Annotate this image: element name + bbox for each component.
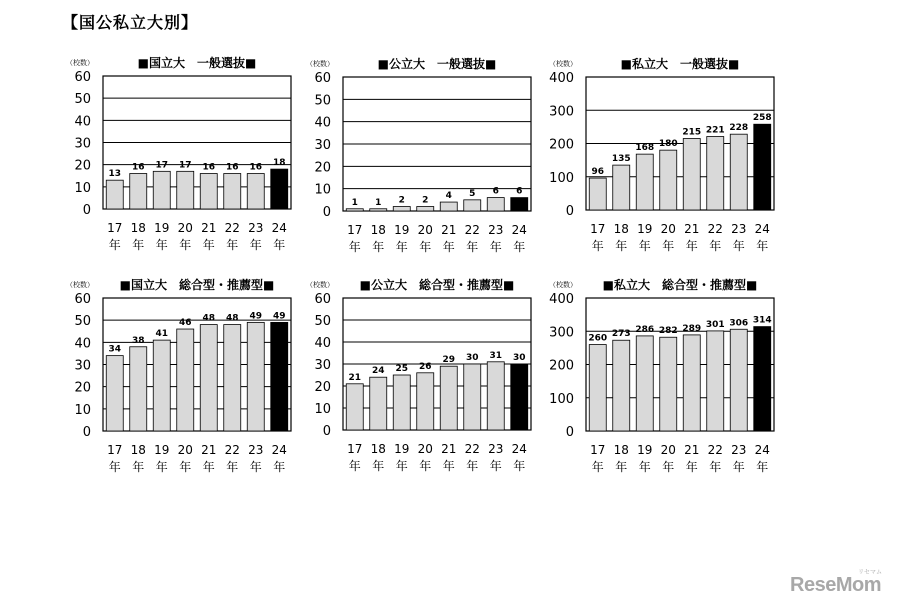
chart-3-value-label: 96 bbox=[591, 167, 605, 178]
chart-2-ytick-label: 40 bbox=[314, 115, 331, 131]
chart-2-xtick-label: 22 年 bbox=[464, 223, 480, 254]
chart-6-bar bbox=[636, 336, 653, 431]
chart-3-xtick-label: 23 年 bbox=[731, 222, 747, 253]
chart-2-xtick-label: 19 年 bbox=[394, 223, 410, 254]
chart-5-ytick-label: 0 bbox=[322, 424, 331, 439]
chart-6-bar bbox=[754, 327, 771, 431]
chart-3-xtick-label: 17 年 bbox=[590, 222, 606, 253]
chart-6-xtick-label: 24 年 bbox=[754, 443, 770, 474]
chart-4-value-label: 38 bbox=[131, 335, 145, 346]
chart-6-value-label: 282 bbox=[658, 326, 678, 337]
chart-5-xtick-label: 19 年 bbox=[394, 442, 410, 473]
chart-4-ytick-label: 10 bbox=[74, 402, 91, 418]
chart-2-value-label: 6 bbox=[516, 186, 523, 197]
chart-2-ytick-label: 20 bbox=[314, 160, 331, 176]
chart-6-title: ■私立大 総合型・推薦型■ bbox=[602, 278, 758, 292]
chart-1-unit-label: （校数） bbox=[66, 59, 94, 67]
chart-1-bar bbox=[106, 180, 123, 209]
chart-6-xtick-label: 23 年 bbox=[731, 443, 747, 474]
chart-5-ytick-label: 10 bbox=[314, 402, 331, 417]
chart-2-xtick-label: 17 年 bbox=[347, 223, 363, 254]
chart-1-ytick-label: 60 bbox=[74, 70, 91, 85]
chart-2-bar bbox=[487, 198, 504, 211]
chart-1-bar bbox=[200, 174, 217, 209]
chart-4-xtick-label: 20 年 bbox=[177, 443, 193, 474]
chart-4-value-label: 41 bbox=[155, 329, 169, 340]
chart-4-bar bbox=[130, 347, 147, 431]
chart-3-ytick-label: 0 bbox=[565, 204, 574, 219]
chart-5-ytick-label: 30 bbox=[314, 358, 331, 373]
chart-6-value-label: 289 bbox=[682, 323, 702, 334]
chart-1-bar bbox=[130, 174, 147, 209]
chart-3-bar bbox=[636, 154, 653, 210]
chart-1-xtick-label: 18 年 bbox=[130, 221, 146, 252]
chart-3-value-label: 221 bbox=[705, 125, 725, 136]
chart-4-value-label: 46 bbox=[178, 318, 192, 329]
chart-3-bar bbox=[613, 165, 630, 210]
chart-2-ytick-label: 60 bbox=[314, 71, 331, 86]
chart-4-bar bbox=[224, 325, 241, 431]
chart-5-ytick-label: 50 bbox=[314, 314, 331, 329]
page-title: 【国公私立大別】 bbox=[62, 13, 199, 32]
chart-3-xtick-label: 19 年 bbox=[637, 222, 653, 253]
chart-1-bar bbox=[177, 171, 194, 209]
chart-3-bar bbox=[730, 134, 747, 210]
chart-1-ytick-label: 10 bbox=[74, 180, 91, 196]
chart-6-value-label: 314 bbox=[752, 315, 772, 326]
chart-6-value-label: 286 bbox=[635, 324, 655, 335]
chart-3-value-label: 258 bbox=[752, 113, 772, 124]
chart-4-bar bbox=[271, 322, 288, 431]
chart-3-ytick-label: 400 bbox=[549, 71, 574, 86]
chart-3-bar bbox=[683, 139, 700, 210]
chart-3-value-label: 135 bbox=[611, 154, 631, 165]
chart-1-xtick-label: 20 年 bbox=[177, 221, 193, 252]
chart-5-ytick-label: 40 bbox=[314, 336, 331, 351]
chart-6-bar bbox=[660, 337, 677, 431]
chart-5-xtick-label: 23 年 bbox=[488, 442, 504, 473]
chart-2-ytick-label: 50 bbox=[314, 93, 331, 109]
chart-4-xtick-label: 24 年 bbox=[271, 443, 287, 474]
chart-1-value-label: 17 bbox=[155, 160, 169, 171]
chart-5-value-label: 21 bbox=[348, 372, 362, 383]
chart-4-unit-label: （校数） bbox=[66, 281, 94, 289]
chart-3-ytick-label: 100 bbox=[549, 170, 574, 186]
chart-4-value-label: 48 bbox=[225, 313, 239, 324]
chart-4-xtick-label: 18 年 bbox=[130, 443, 146, 474]
chart-2-xtick-label: 20 年 bbox=[417, 223, 433, 254]
chart-4-bar bbox=[177, 329, 194, 431]
chart-2-value-label: 6 bbox=[492, 186, 499, 197]
chart-2-ytick-label: 0 bbox=[322, 205, 331, 220]
chart-5-ytick-label: 20 bbox=[314, 380, 331, 395]
chart-1-xtick-label: 23 年 bbox=[248, 221, 264, 252]
chart-2-xtick-label: 24 年 bbox=[511, 223, 527, 254]
chart-1-value-label: 16 bbox=[202, 162, 216, 173]
chart-2-ytick-label: 30 bbox=[314, 138, 331, 153]
chart-5-value-label: 25 bbox=[395, 364, 409, 374]
chart-5-bar bbox=[464, 364, 481, 430]
chart-4-bar bbox=[106, 356, 123, 431]
chart-6-unit-label: （校数） bbox=[549, 281, 577, 289]
chart-6-value-label: 306 bbox=[729, 318, 749, 329]
chart-4-value-label: 48 bbox=[202, 313, 216, 324]
chart-5-bar bbox=[511, 364, 528, 430]
chart-5-bar bbox=[346, 384, 363, 430]
chart-6-bar bbox=[613, 340, 630, 431]
chart-2-value-label: 4 bbox=[445, 191, 452, 202]
chart-6-xtick-label: 22 年 bbox=[707, 443, 723, 474]
chart-6-xtick-label: 19 年 bbox=[637, 443, 653, 474]
chart-2-bar bbox=[464, 200, 481, 211]
chart-2-value-label: 1 bbox=[375, 197, 382, 208]
chart-1-bar bbox=[271, 169, 288, 209]
chart-6-bar bbox=[683, 335, 700, 431]
chart-3-xtick-label: 22 年 bbox=[707, 222, 723, 253]
chart-5-bar bbox=[370, 377, 387, 430]
chart-6-bar bbox=[707, 331, 724, 431]
chart-2-bar bbox=[440, 202, 457, 211]
chart-1-xtick-label: 17 年 bbox=[107, 221, 123, 252]
chart-6-ytick-label: 0 bbox=[565, 425, 574, 440]
chart-4-title: ■国立大 総合型・推薦型■ bbox=[119, 278, 275, 292]
chart-1-bar bbox=[153, 171, 170, 209]
chart-4-value-label: 34 bbox=[108, 344, 122, 355]
chart-4-bar bbox=[247, 322, 264, 431]
chart-3-ytick-label: 300 bbox=[549, 104, 574, 120]
chart-5-bar bbox=[440, 366, 457, 430]
chart-1-ytick-label: 0 bbox=[82, 203, 91, 218]
chart-3-value-label: 168 bbox=[635, 143, 655, 154]
chart-6-xtick-label: 18 年 bbox=[613, 443, 629, 474]
chart-5-value-label: 30 bbox=[512, 353, 526, 363]
chart-2-value-label: 1 bbox=[351, 197, 358, 208]
chart-2-value-label: 2 bbox=[422, 195, 429, 206]
chart-4-bar bbox=[153, 340, 170, 431]
chart-5-value-label: 30 bbox=[465, 353, 479, 363]
chart-1-bar bbox=[224, 174, 241, 209]
chart-4-ytick-label: 30 bbox=[74, 358, 91, 374]
chart-3-title: ■私立大 一般選抜■ bbox=[620, 57, 740, 71]
chart-1-ytick-label: 30 bbox=[74, 136, 91, 152]
chart-3-value-label: 228 bbox=[729, 123, 749, 134]
chart-5-xtick-label: 17 年 bbox=[347, 442, 363, 473]
chart-4-ytick-label: 40 bbox=[74, 336, 91, 352]
chart-5-xtick-label: 24 年 bbox=[511, 442, 527, 473]
chart-1-value-label: 16 bbox=[249, 162, 263, 173]
chart-6-xtick-label: 21 年 bbox=[684, 443, 700, 474]
chart-3-xtick-label: 18 年 bbox=[613, 222, 629, 253]
chart-6-bar bbox=[589, 345, 606, 431]
chart-2-bar bbox=[417, 207, 434, 211]
chart-1-value-label: 18 bbox=[272, 158, 286, 169]
chart-4-ytick-label: 50 bbox=[74, 314, 91, 330]
chart-2-xtick-label: 18 年 bbox=[370, 223, 386, 254]
chart-1-ytick-label: 40 bbox=[74, 114, 91, 130]
chart-4-ytick-label: 20 bbox=[74, 380, 91, 396]
chart-6-ytick-label: 400 bbox=[549, 292, 574, 307]
chart-6-ytick-label: 100 bbox=[549, 391, 574, 407]
chart-3-value-label: 215 bbox=[682, 127, 702, 138]
chart-2-bar bbox=[346, 209, 363, 211]
chart-6-ytick-label: 300 bbox=[549, 325, 574, 341]
chart-1-xtick-label: 24 年 bbox=[271, 221, 287, 252]
chart-2-bar bbox=[370, 209, 387, 211]
chart-5-ytick-label: 60 bbox=[314, 292, 331, 307]
chart-5-bar bbox=[417, 373, 434, 430]
chart-6-xtick-label: 17 年 bbox=[590, 443, 606, 474]
chart-6-bar bbox=[730, 329, 747, 431]
chart-6-value-label: 260 bbox=[588, 333, 608, 344]
chart-4-value-label: 49 bbox=[272, 311, 286, 322]
chart-1-value-label: 16 bbox=[131, 162, 145, 173]
chart-1-value-label: 16 bbox=[225, 162, 239, 173]
chart-5-bar bbox=[487, 362, 504, 430]
chart-4-xtick-label: 22 年 bbox=[224, 443, 240, 474]
chart-5-bar bbox=[393, 375, 410, 430]
chart-5-value-label: 31 bbox=[489, 350, 503, 361]
chart-3-xtick-label: 20 年 bbox=[660, 222, 676, 253]
chart-5-unit-label: （校数） bbox=[306, 281, 334, 289]
chart-1-xtick-label: 19 年 bbox=[154, 221, 170, 252]
chart-2-bar bbox=[511, 198, 528, 211]
resemom-logo: ReseMom bbox=[790, 574, 881, 596]
chart-6-xtick-label: 20 年 bbox=[660, 443, 676, 474]
chart-2-value-label: 5 bbox=[469, 188, 476, 199]
chart-2-xtick-label: 21 年 bbox=[441, 223, 457, 254]
chart-1-bar bbox=[247, 174, 264, 209]
chart-5-value-label: 29 bbox=[442, 355, 456, 366]
chart-2-title: ■公立大 一般選抜■ bbox=[377, 57, 497, 71]
chart-1-ytick-label: 50 bbox=[74, 92, 91, 108]
chart-4-value-label: 49 bbox=[249, 311, 263, 322]
chart-5-value-label: 24 bbox=[371, 366, 385, 377]
chart-5-value-label: 26 bbox=[418, 361, 432, 372]
chart-4-xtick-label: 21 年 bbox=[201, 443, 217, 474]
chart-2-value-label: 2 bbox=[398, 195, 405, 206]
chart-1-xtick-label: 21 年 bbox=[201, 221, 217, 252]
chart-1-xtick-label: 22 年 bbox=[224, 221, 240, 252]
chart-2-xtick-label: 23 年 bbox=[488, 223, 504, 254]
chart-3-bar bbox=[754, 124, 771, 210]
chart-6-value-label: 301 bbox=[705, 319, 725, 330]
chart-3-bar bbox=[707, 137, 724, 210]
chart-5-title: ■公立大 総合型・推薦型■ bbox=[359, 278, 515, 292]
chart-2-unit-label: （校数） bbox=[306, 60, 334, 68]
resemom-logo-sub: リセマム bbox=[858, 569, 882, 576]
chart-6-value-label: 273 bbox=[611, 329, 631, 340]
chart-4-xtick-label: 19 年 bbox=[154, 443, 170, 474]
chart-3-bar bbox=[660, 150, 677, 210]
chart-1-value-label: 17 bbox=[178, 160, 192, 171]
chart-4-ytick-label: 0 bbox=[82, 425, 91, 440]
chart-5-xtick-label: 21 年 bbox=[441, 442, 457, 473]
chart-1-value-label: 13 bbox=[108, 169, 122, 180]
chart-1-ytick-label: 20 bbox=[74, 158, 91, 174]
chart-4-bar bbox=[200, 325, 217, 431]
chart-4-ytick-label: 60 bbox=[74, 292, 91, 307]
chart-3-bar bbox=[589, 178, 606, 210]
chart-3-xtick-label: 24 年 bbox=[754, 222, 770, 253]
chart-5-xtick-label: 20 年 bbox=[417, 442, 433, 473]
chart-1-title: ■国立大 一般選抜■ bbox=[137, 56, 257, 70]
chart-4-xtick-label: 17 年 bbox=[107, 443, 123, 474]
chart-3-ytick-label: 200 bbox=[549, 137, 574, 153]
chart-6-ytick-label: 200 bbox=[549, 358, 574, 374]
chart-3-xtick-label: 21 年 bbox=[684, 222, 700, 253]
chart-4-xtick-label: 23 年 bbox=[248, 443, 264, 474]
chart-2-bar bbox=[393, 207, 410, 211]
chart-5-xtick-label: 18 年 bbox=[370, 442, 386, 473]
chart-5-xtick-label: 22 年 bbox=[464, 442, 480, 473]
chart-2-ytick-label: 10 bbox=[314, 182, 331, 198]
chart-3-unit-label: （校数） bbox=[549, 60, 577, 68]
chart-3-value-label: 180 bbox=[658, 139, 678, 150]
